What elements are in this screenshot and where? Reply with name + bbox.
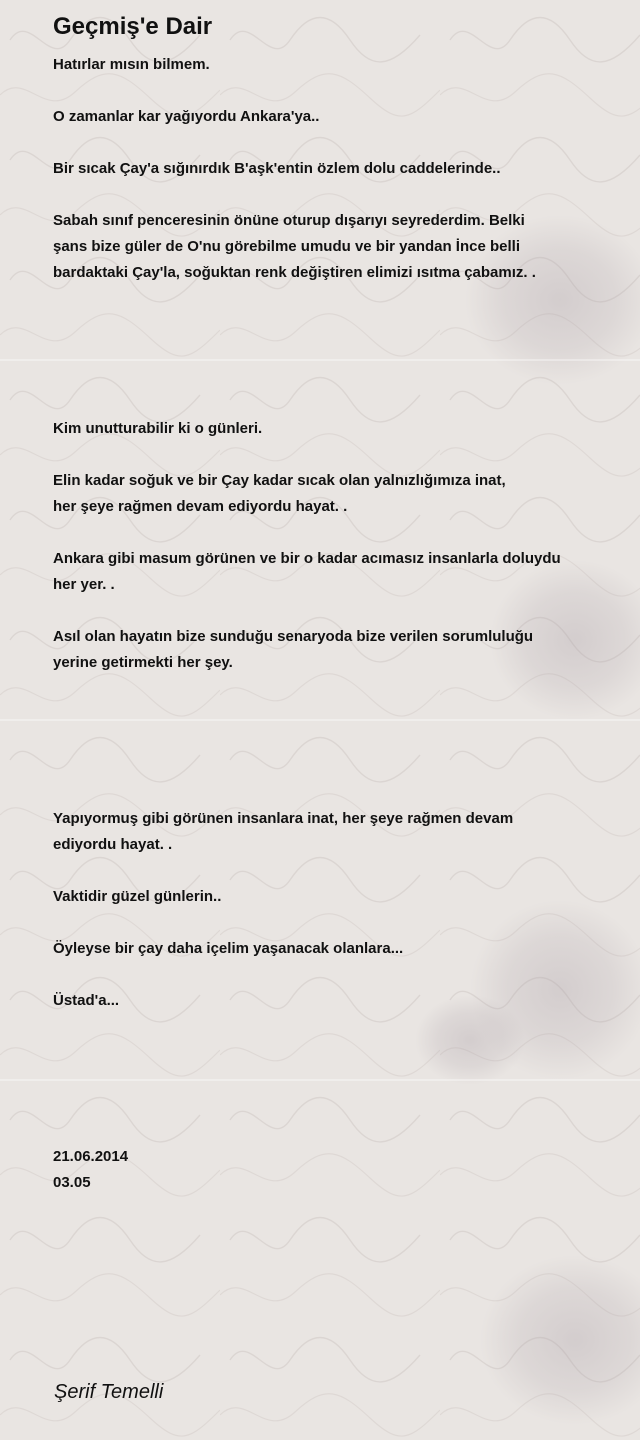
stanza-gap [53,1014,613,1040]
poem-date: 21.06.2014 [53,1148,129,1165]
stanza-gap [53,754,613,780]
poem-line: Yapıyormuş gibi görünen insanlara inat, her şeye rağmen devam [53,810,514,827]
stanza-gap [53,728,613,754]
poem-line: bardaktaki Çay'la, soğuktan renk değiştiren elimizi ısıtma çabamız. . [53,264,536,281]
stanza-gap [53,286,613,312]
poem-time: 03.05 [53,1174,91,1191]
poem-line: Sabah sınıf penceresinin önüne oturup dışarıyı seyrederdim. Belki [53,212,525,229]
poem-line: ediyordu hayat. . [53,836,173,853]
stanza-gap [53,702,613,728]
stanza-gap [53,130,613,156]
stanza-gap [53,676,613,702]
stanza-gap [53,78,613,104]
poem-line: Elin kadar soğuk ve bir Çay kadar sıcak olan yalnızlığımıza inat, [53,472,506,489]
poem-line: her şeye rağmen devam ediyordu hayat. . [53,498,348,515]
poem-line: Bir sıcak Çay'a sığınırdık B'aşk'entin özlem dolu caddelerinde.. [53,160,501,177]
poem-line: Ankara gibi masum görünen ve bir o kadar acımasız insanlarla doluydu [53,550,561,567]
stanza-gap [53,1092,613,1118]
stanza-gap [53,520,613,546]
stanza-gap [53,910,613,936]
author-signature: Şerif Temelli [54,1381,164,1403]
poem-line: şans bize güler de O'nu görebilme umudu ve bir yandan İnce belli [53,238,520,255]
poem-line: Vaktidir güzel günlerin.. [53,888,222,905]
stanza-gap [53,780,613,806]
poem-line: Üstad'a... [53,992,120,1009]
poem-line: yerine getirmekti her şey. [53,654,233,671]
stanza-gap [53,182,613,208]
stanza-gap [53,962,613,988]
poem-line: her yer. . [53,576,115,593]
stanza-gap [53,1118,613,1144]
stanza-gap [53,1040,613,1066]
poem-line: Asıl olan hayatın bize sunduğu senaryoda bize verilen sorumluluğu [53,628,534,645]
poem-line: O zamanlar kar yağıyordu Ankara'ya.. [53,108,320,125]
poem-line: Öyleyse bir çay daha içelim yaşanacak olanlara... [53,940,404,957]
stanza-gap [53,442,613,468]
poem-line: Hatırlar mısın bilmem. [53,56,210,73]
stanza-gap [53,364,613,390]
stanza-gap [53,338,613,364]
poem-body [53,52,613,1196]
stanza-gap [53,312,613,338]
stanza-gap [53,598,613,624]
stanza-gap [53,390,613,416]
stanza-gap [53,858,613,884]
stanza-gap [53,1066,613,1092]
poem-title: Geçmiş'e Dair [53,13,213,40]
poem-line: Kim unutturabilir ki o günleri. [53,420,263,437]
